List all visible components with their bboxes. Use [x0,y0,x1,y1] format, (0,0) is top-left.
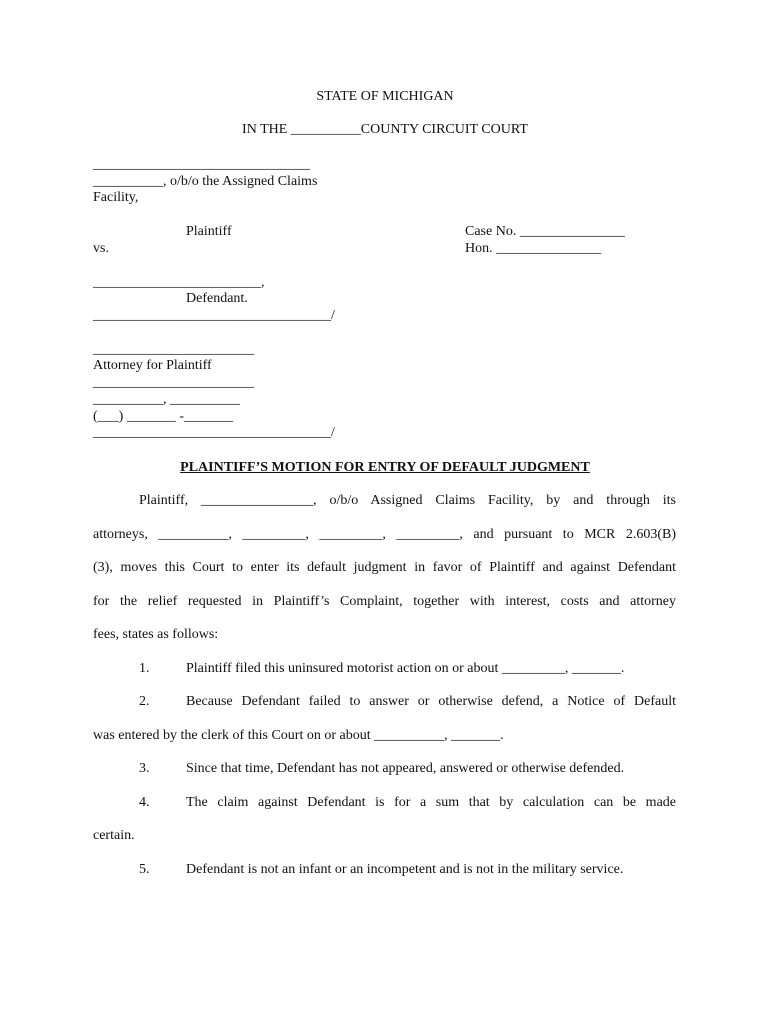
item-number-3: 3. [139,761,150,776]
item-text-4: The claim against Defendant is for a sum that by calculation can be made [186,795,676,810]
attorney-city-line: __________, __________ [93,392,240,407]
defendant-label: Defendant. [186,291,248,306]
attorney-address-line: _______________________ [93,375,254,390]
item-number-2: 2. [139,694,150,709]
intro-line-1: Plaintiff, ________________, o/b/o Assigned Claims Facility, by and through its [139,493,676,508]
judge-line: Hon. _______________ [465,241,602,256]
caption-separator: __________________________________/ [93,308,335,323]
plaintiff-label: Plaintiff [186,224,232,239]
item-text-5: Defendant is not an infant or an incompetent and is not in the military service. [186,862,624,877]
plaintiff-name-line2: Facility, [93,190,139,205]
versus-label: vs. [93,241,109,256]
case-number: Case No. _______________ [465,224,625,239]
item-text-2: Because Defendant failed to answer or otherwise defend, a Notice of Default [186,694,676,709]
item-number-4: 4. [139,795,150,810]
plaintiff-blank-line: _______________________________ [93,157,310,172]
motion-title: PLAINTIFF’S MOTION FOR ENTRY OF DEFAULT JUDGMENT [180,460,590,475]
item-number-5: 5. [139,862,150,877]
attorney-label: Attorney for Plaintiff [93,358,212,373]
item-number-1: 1. [139,661,150,676]
item-text-3: Since that time, Defendant has not appeared, answered or otherwise defended. [186,761,625,776]
attorney-separator: __________________________________/ [93,425,335,440]
item-text-1: Plaintiff filed this uninsured motorist action on or about _________, _______. [186,661,625,676]
state-heading: STATE OF MICHIGAN [316,89,454,104]
item-text-2-cont: was entered by the clerk of this Court on or about __________, _______. [93,728,504,743]
attorney-blank-line: _______________________ [93,342,254,357]
court-heading: IN THE __________COUNTY CIRCUIT COURT [242,122,528,137]
intro-line-5: fees, states as follows: [93,627,219,642]
intro-line-4: for the relief requested in Plaintiff’s Complaint, together with interest, costs and attorney [93,594,676,609]
intro-line-3: (3), moves this Court to enter its default judgment in favor of Plaintiff and against Defendant [93,560,676,575]
plaintiff-name-line: __________, o/b/o the Assigned Claims [93,174,318,189]
attorney-phone-line: (___) _______ -_______ [93,409,233,424]
intro-line-2: attorneys, __________, _________, _________, _________, and pursuant to MCR 2.603(B) [93,527,676,542]
defendant-blank-line: ________________________, [93,275,265,290]
item-text-4-cont: certain. [93,828,135,843]
